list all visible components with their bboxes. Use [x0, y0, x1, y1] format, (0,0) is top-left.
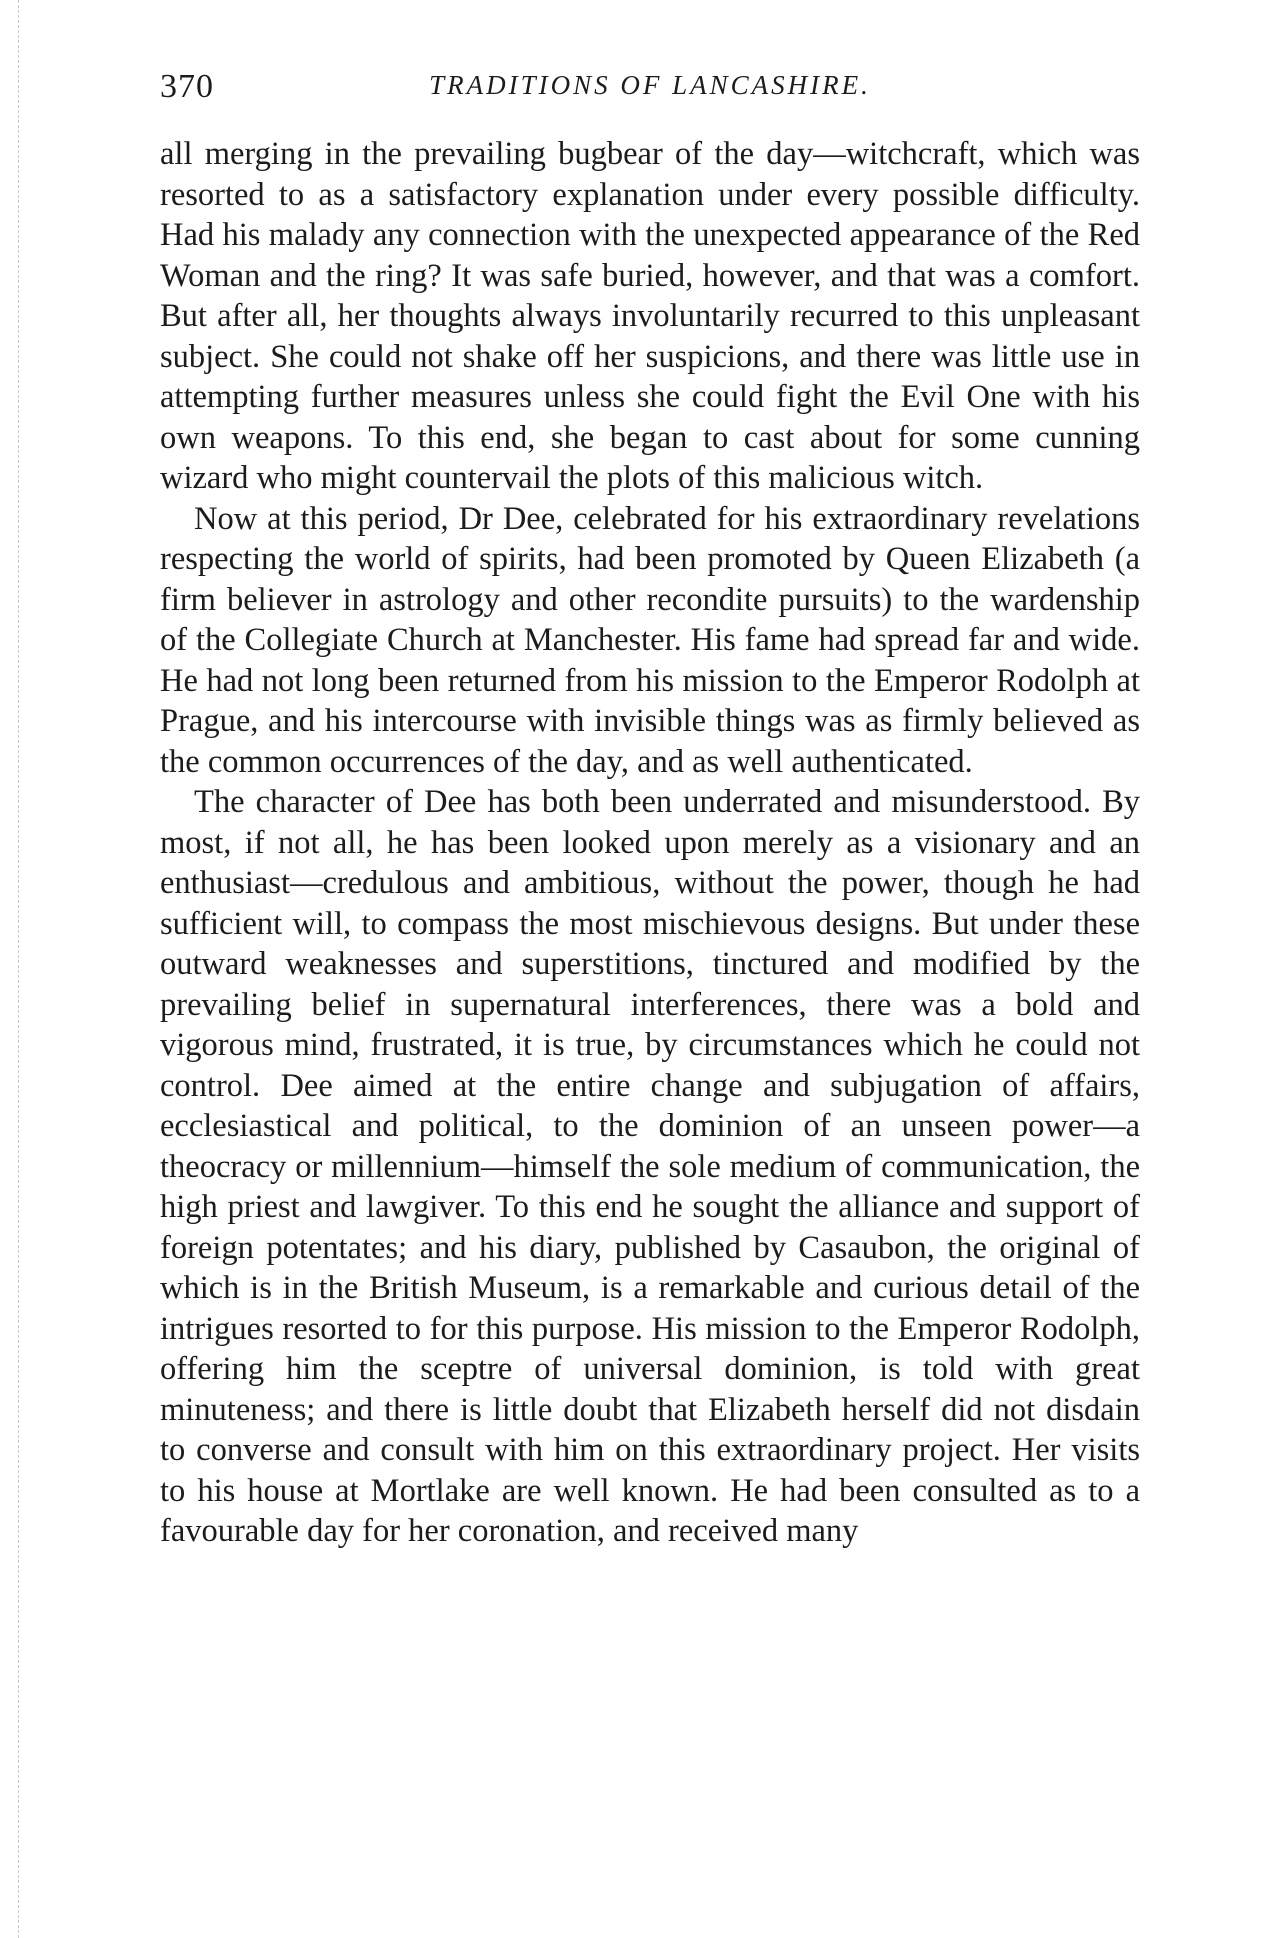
page-header	[160, 68, 1140, 112]
running-title: TRADITIONS OF LANCASHIRE.	[429, 70, 871, 100]
paragraph-character-of-dee: The character of Dee has both been underrated and misunderstood. By most, if not all, he has been looked upon merely as a visionary and an enthusiast—credulous and ambitious, without the power, though he had sufficient will, to compass the most mischievous designs. But under these outward weaknesses and superstitions, tinctured and modified by the prevailing belief in supernatural interferences, there was a bold and vigorous mind, frustrated, it is true, by circumstances which he could not control. Dee aimed at the entire change and subjugation of affairs, ecclesiastical and political, to the dominion of an unseen power—a theocracy or millennium—himself the sole medium of communication, the high priest and lawgiver. To this end he sought the alliance and support of foreign potentates; and his diary, published by Casaubon, the original of which is in the British Museum, is a remarkable and curious detail of the intrigues resorted to for this purpose. His mission to the Emperor Rodolph, offering him the sceptre of universal dominion, is told with great minuteness; and there is little doubt that Elizabeth herself did not disdain to converse and consult with him on this extraordinary project. Her visits to his house at Mortlake are well known. He had been consulted as to a favourable day for her coronation, and received many	[160, 784, 1140, 1549]
paragraph-continued: all merging in the prevailing bugbear of the day—witchcraft, which was resorted to as a satisfactory explanation under every possible difficulty. Had his malady any connection with the unexpected appearance of the Red Woman and the ring? It was safe buried, however, and that was a comfort. But after all, her thoughts always involuntarily recurred to this unpleasant subject. She could not shake off her suspicions, and there was little use in attempting further measures unless she could fight the Evil One with his own weapons. To this end, she began to cast about for some cunning wizard who might countervail the plots of this malicious witch.	[160, 136, 1140, 496]
page-gutter-edge	[18, 0, 19, 1938]
paragraph-dr-dee-introduction: Now at this period, Dr Dee, celebrated for his extraordinary revelations respecting the world of spirits, had been promoted by Queen Elizabeth (a firm believer in astrology and other recondite pursuits) to the wardenship of the Collegiate Church at Manchester. His fame had spread far and wide. He had not long been returned from his mission to the Emperor Rodolph at Prague, and his intercourse with invisible things was as firmly believed as the common occurrences of the day, and as well authenticated.	[160, 500, 1140, 780]
body-text	[160, 134, 1140, 1552]
page-number: 370	[160, 68, 214, 105]
